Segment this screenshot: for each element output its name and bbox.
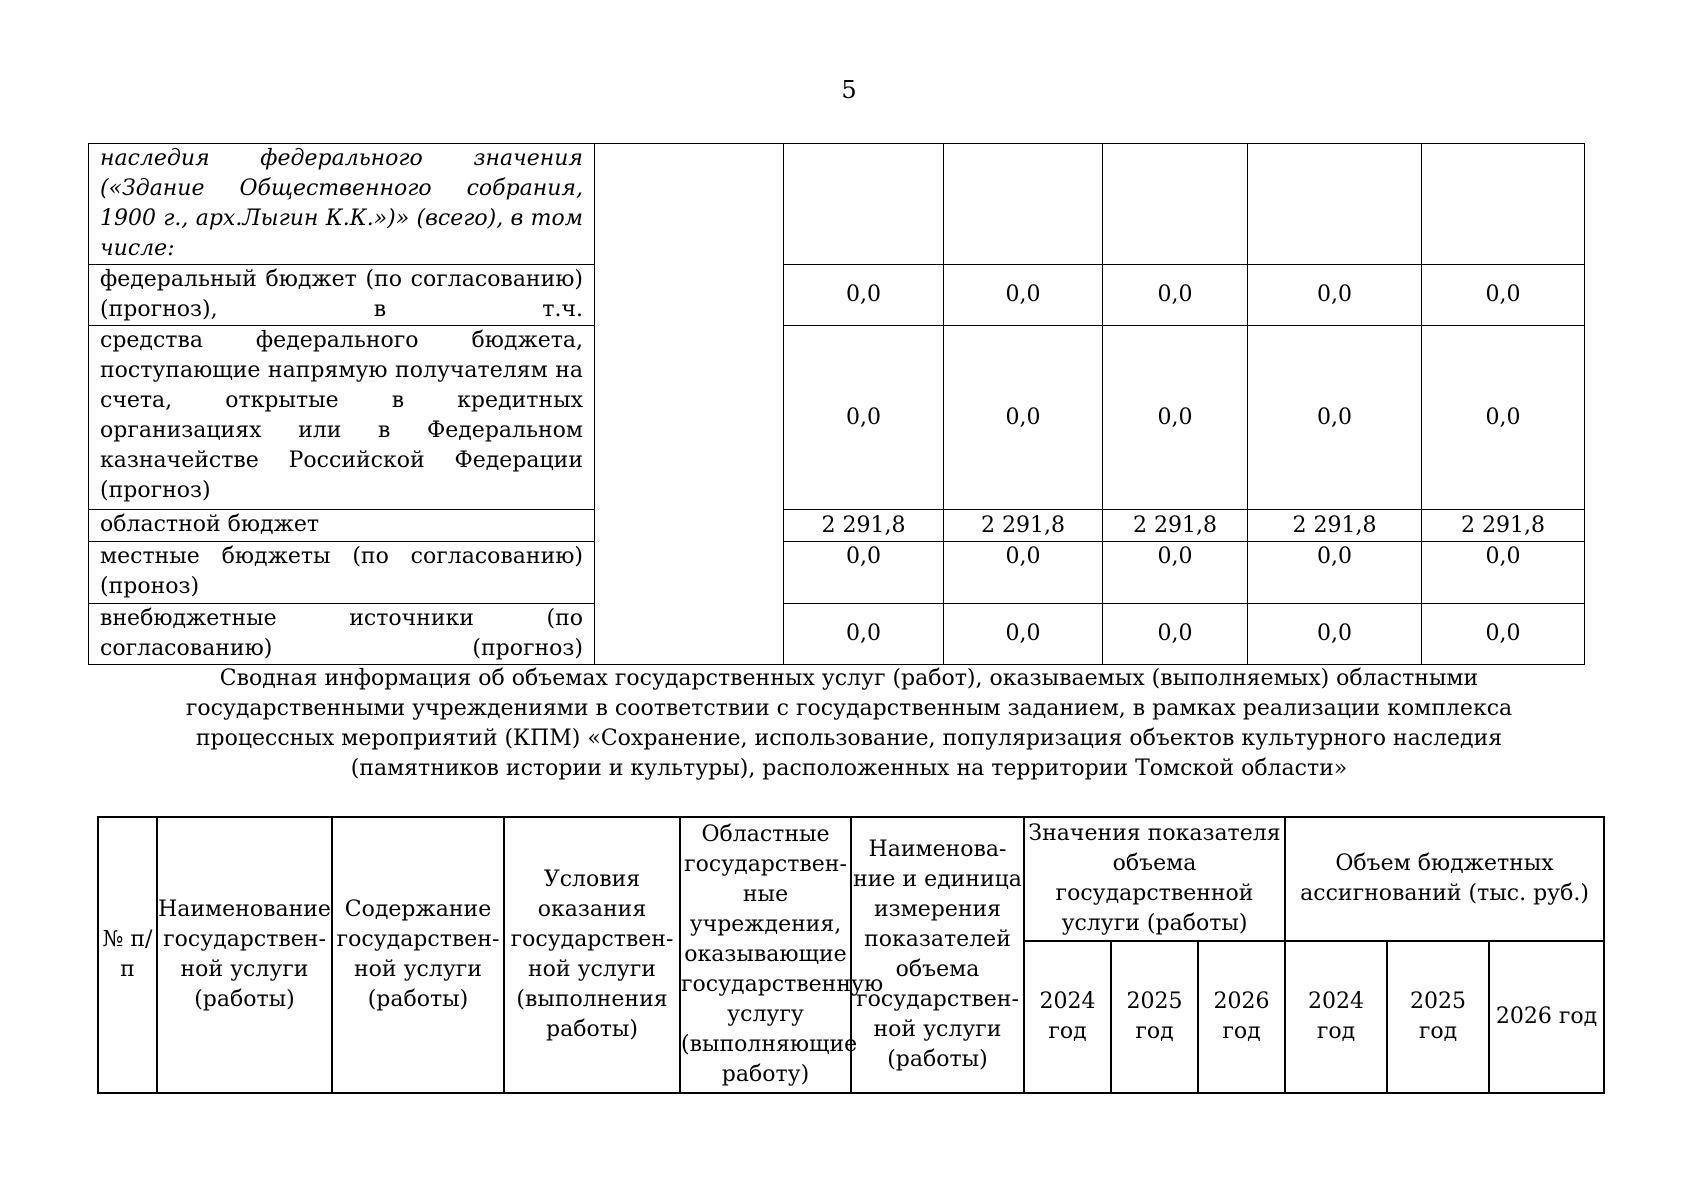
header-year-2026: 2026 год (1198, 941, 1285, 1093)
value-cell: 0,0 (1103, 604, 1248, 665)
table-row (89, 604, 1585, 665)
summary-title: Сводная информация об объемах государственных услуг (работ), оказываемых (выполняемых) областными государственными учреждениями в соответствии с государственным заданием, в рамках реализации комплекса процессных мероприятий (КПМ) «Сохранение, использование, популяризация объектов культурного наследия (памятников истории и культуры), расположенных на территории Томской области» (185, 666, 1513, 781)
table-row (89, 510, 1585, 542)
table-row (89, 144, 1585, 265)
value-cell: 0,0 (1422, 542, 1585, 604)
value-cell: 0,0 (784, 604, 944, 665)
row-label: внебюджетные источники (по согласованию) (прогноз) (100, 606, 583, 661)
heading-label-cell (89, 144, 595, 265)
value-cell: 0,0 (1248, 265, 1422, 326)
empty-column (595, 144, 784, 665)
header-budget-2026: 2026 год (1489, 941, 1604, 1093)
header-budget-volume: Объем бюджетных ассигнований (тыс. руб.) (1285, 817, 1604, 941)
header-institutions: Областные государствен-ные учреждения, оказывающие государственную услугу (выполняющие работу) (680, 817, 851, 1093)
value-cell: 0,0 (1422, 326, 1585, 510)
value-cell: 0,0 (944, 542, 1103, 604)
value-cell: 0,0 (1248, 326, 1422, 510)
header-indicator-name: Наименова-ние и единица измерения показателей объема государствен-ной услуги (работы) (851, 817, 1024, 1093)
header-year-2024: 2024 год (1024, 941, 1111, 1093)
value-cell: 2 291,8 (944, 510, 1103, 542)
budget-table (88, 143, 1585, 665)
row-label: федеральный бюджет (по согласованию) (прогноз), в т.ч. (100, 267, 583, 322)
row-label: средства федерального бюджета, поступающие напрямую получателям на счета, открытые в кредитных организациях или в Федеральном казначействе Российской Федерации (прогноз) (100, 328, 583, 503)
value-cell: 0,0 (944, 604, 1103, 665)
value-cell: 0,0 (1248, 604, 1422, 665)
value-cell: 0,0 (1422, 604, 1585, 665)
table-row (89, 542, 1585, 604)
table-header-row (98, 817, 1604, 941)
value-cell: 0,0 (1103, 326, 1248, 510)
value-cell: 0,0 (784, 542, 944, 604)
header-budget-2025: 2025 год (1387, 941, 1489, 1093)
row-label: областной бюджет (100, 512, 320, 537)
header-service-name: Наименование государствен-ной услуги (работы) (157, 817, 332, 1093)
value-cell: 0,0 (1103, 265, 1248, 326)
value-cell: 2 291,8 (1422, 510, 1585, 542)
value-cell: 0,0 (944, 265, 1103, 326)
value-cell: 2 291,8 (1103, 510, 1248, 542)
header-year-2025: 2025 год (1111, 941, 1198, 1093)
page-number: 5 (841, 76, 857, 104)
header-indicator-values: Значения показателя объема государственной услуги (работы) (1024, 817, 1285, 941)
services-table (97, 816, 1605, 1094)
value-cell: 2 291,8 (1248, 510, 1422, 542)
value-cell: 0,0 (944, 326, 1103, 510)
header-budget-2024: 2024 год (1285, 941, 1387, 1093)
value-cell: 0,0 (1248, 542, 1422, 604)
header-conditions: Условия оказания государствен-ной услуги (выполнения работы) (504, 817, 680, 1093)
heading-label: наследия федерального значения («Здание Общественного собрания, 1900 г., арх.Лыгин К.К.»)» (всего), в том числе: (100, 146, 583, 261)
table-row (89, 265, 1585, 326)
value-cell: 2 291,8 (784, 510, 944, 542)
value-cell: 0,0 (784, 326, 944, 510)
value-cell: 0,0 (784, 265, 944, 326)
row-label: местные бюджеты (по согласованию) (проноз) (100, 544, 583, 599)
value-cell: 0,0 (1103, 542, 1248, 604)
header-num: № п/п (98, 817, 157, 1093)
header-service-content: Содержание государствен-ной услуги (работы) (332, 817, 504, 1093)
value-cell: 0,0 (1422, 265, 1585, 326)
table-row (89, 326, 1585, 510)
